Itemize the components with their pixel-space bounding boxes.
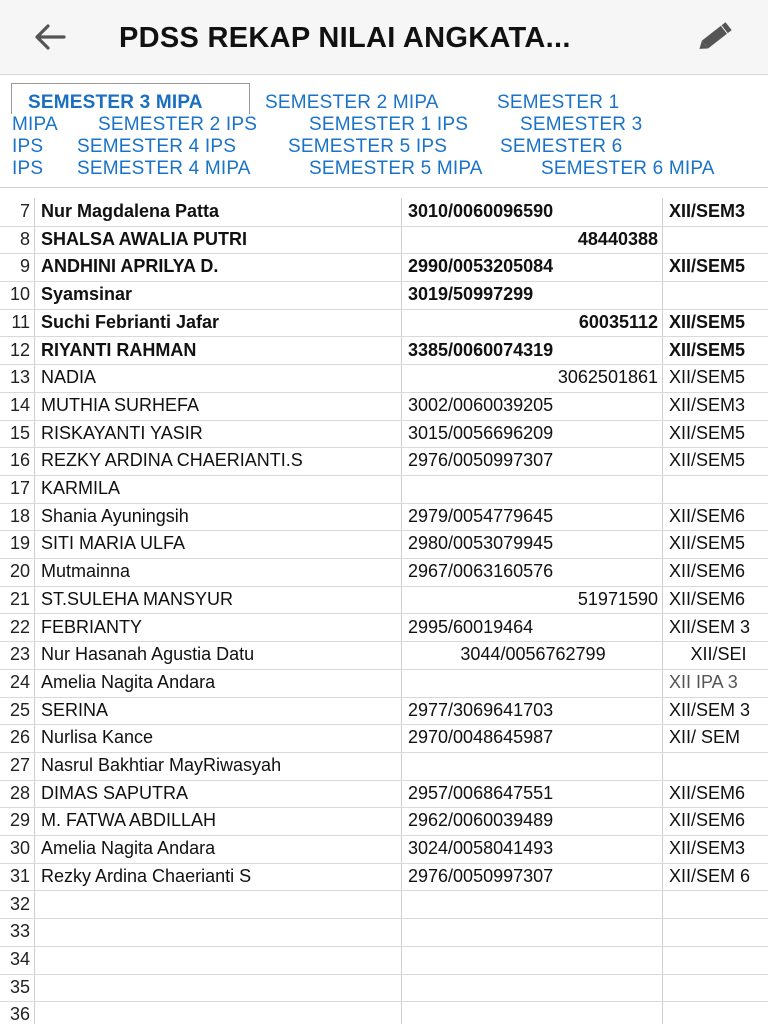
class-cell[interactable]: XII/SEM3 bbox=[669, 201, 746, 221]
table-row[interactable] bbox=[0, 641, 768, 670]
name-cell[interactable]: ANDHINI APRILYA D. bbox=[41, 256, 219, 277]
name-cell[interactable]: RIYANTI RAHMAN bbox=[41, 339, 197, 360]
tab-semester-6-mipa[interactable]: SEMESTER 6 MIPA bbox=[541, 158, 715, 179]
nis-cell[interactable]: 48440388 bbox=[577, 228, 658, 249]
table-row[interactable] bbox=[0, 447, 768, 476]
name-cell[interactable]: Amelia Nagita Andara bbox=[41, 838, 216, 859]
tab-semester-4-ips[interactable]: SEMESTER 4 IPS bbox=[77, 136, 237, 157]
row-number: 33 bbox=[9, 921, 30, 942]
nis-cell[interactable]: 2970/0048645987 bbox=[408, 727, 554, 748]
row-number: 13 bbox=[9, 367, 30, 388]
table-row[interactable] bbox=[0, 392, 768, 421]
name-cell[interactable]: KARMILA bbox=[41, 478, 121, 498]
name-cell[interactable]: Suchi Febrianti Jafar bbox=[41, 311, 220, 332]
row-number: 30 bbox=[9, 838, 30, 859]
name-cell[interactable]: Rezky Ardina Chaerianti S bbox=[41, 865, 252, 886]
name-cell[interactable]: Syamsinar bbox=[41, 284, 133, 305]
row-number: 36 bbox=[9, 1004, 30, 1024]
nis-cell[interactable]: 2977/3069641703 bbox=[408, 699, 554, 720]
nis-cell[interactable]: 2967/0063160576 bbox=[408, 561, 554, 582]
tab-semester-3-ips-cont[interactable]: IPS bbox=[12, 136, 44, 157]
class-cell[interactable]: XII/SEM 6 bbox=[669, 865, 751, 886]
nis-cell[interactable]: 2980/0053079945 bbox=[408, 533, 554, 554]
nis-cell[interactable]: 2962/0060039489 bbox=[408, 810, 554, 831]
name-cell[interactable]: Nurlisa Kance bbox=[41, 727, 154, 748]
row-number: 28 bbox=[9, 782, 30, 803]
table-row[interactable] bbox=[0, 253, 768, 282]
tab-semester-1-ips[interactable]: SEMESTER 1 IPS bbox=[309, 114, 469, 135]
name-cell[interactable]: SITI MARIA ULFA bbox=[41, 533, 186, 554]
name-cell[interactable]: Nasrul Bakhtiar MayRiwasyah bbox=[41, 755, 282, 775]
table-row[interactable] bbox=[0, 1001, 768, 1024]
tab-semester-2-mipa[interactable]: SEMESTER 2 MIPA bbox=[265, 92, 439, 113]
table-row[interactable] bbox=[0, 281, 768, 310]
row-number: 9 bbox=[19, 256, 30, 277]
row-number: 32 bbox=[9, 893, 30, 914]
name-cell[interactable]: FEBRIANTY bbox=[41, 616, 143, 637]
class-cell[interactable]: XII/SEM 3 bbox=[669, 616, 751, 637]
class-cell[interactable]: XII/SEM5 bbox=[669, 311, 746, 332]
table-row[interactable] bbox=[0, 835, 768, 864]
table-row[interactable] bbox=[0, 198, 768, 227]
nis-cell[interactable]: 2957/0068647551 bbox=[408, 782, 554, 803]
row-number: 8 bbox=[19, 228, 30, 249]
class-cell[interactable]: XII/SEM3 bbox=[669, 838, 746, 859]
class-cell[interactable]: XII/SEM3 bbox=[669, 394, 746, 415]
nis-cell[interactable]: 60035112 bbox=[578, 311, 658, 332]
back-button[interactable] bbox=[30, 19, 70, 55]
table-row[interactable] bbox=[0, 669, 768, 698]
class-cell[interactable]: XII/SEM5 bbox=[669, 339, 746, 360]
row-number: 23 bbox=[9, 644, 30, 665]
table-row[interactable] bbox=[0, 724, 768, 753]
pencil-icon bbox=[694, 16, 738, 56]
name-cell[interactable]: Shania Ayuningsih bbox=[41, 505, 189, 526]
row-number: 18 bbox=[9, 505, 30, 526]
table-row[interactable] bbox=[0, 891, 768, 920]
table-row[interactable] bbox=[0, 974, 768, 1003]
row-number: 35 bbox=[9, 976, 30, 997]
nis-cell[interactable]: 3062501861 bbox=[557, 367, 658, 388]
name-cell[interactable]: Amelia Nagita Andara bbox=[41, 671, 216, 692]
name-cell[interactable]: SHALSA AWALIA PUTRI bbox=[41, 228, 247, 249]
tab-semester-3-mipa[interactable]: SEMESTER 3 MIPA bbox=[28, 92, 203, 113]
nis-cell[interactable]: 2976/0050997307 bbox=[408, 450, 554, 471]
table-row[interactable] bbox=[0, 420, 768, 449]
row-number: 26 bbox=[9, 727, 30, 748]
class-cell[interactable]: XII IPA 3 bbox=[669, 671, 738, 692]
name-cell[interactable]: Mutmainna bbox=[41, 561, 131, 582]
tab-semester-2-ips[interactable]: SEMESTER 2 IPS bbox=[98, 114, 258, 135]
table-row[interactable] bbox=[0, 364, 768, 393]
class-cell[interactable]: XII/SEM6 bbox=[669, 505, 746, 526]
tab-semester-6-ips-cont[interactable]: IPS bbox=[12, 158, 44, 179]
table-row[interactable] bbox=[0, 558, 768, 587]
name-cell[interactable]: MUTHIA SURHEFA bbox=[41, 394, 200, 415]
row-number: 10 bbox=[9, 284, 30, 305]
table-row[interactable] bbox=[0, 530, 768, 559]
table-row[interactable] bbox=[0, 697, 768, 726]
arrow-left-icon bbox=[30, 19, 70, 55]
row-number: 12 bbox=[9, 339, 30, 360]
name-cell[interactable]: Nur Magdalena Patta bbox=[41, 201, 220, 221]
row-number: 11 bbox=[11, 311, 30, 332]
name-cell[interactable]: SERINA bbox=[41, 699, 109, 720]
table-row[interactable] bbox=[0, 780, 768, 809]
class-cell[interactable]: XII/SEM6 bbox=[669, 782, 746, 803]
row-number: 14 bbox=[9, 394, 30, 415]
row-number: 22 bbox=[9, 616, 30, 637]
table-row[interactable] bbox=[0, 503, 768, 532]
table-row[interactable] bbox=[0, 614, 768, 643]
edit-button[interactable] bbox=[694, 16, 738, 56]
table-row[interactable] bbox=[0, 309, 768, 338]
row-number: 34 bbox=[9, 948, 30, 969]
row-number: 29 bbox=[9, 810, 30, 831]
class-cell[interactable]: XII/SEM5 bbox=[669, 450, 746, 471]
class-cell[interactable]: XII/SEI bbox=[690, 644, 747, 665]
row-number: 20 bbox=[9, 561, 30, 582]
row-number: 15 bbox=[9, 422, 30, 443]
name-cell[interactable]: REZKY ARDINA CHAERIANTI.S bbox=[41, 450, 303, 471]
class-cell[interactable]: XII/SEM5 bbox=[669, 533, 746, 554]
tab-semester-3-ips[interactable]: SEMESTER 3 bbox=[520, 114, 643, 135]
row-number: 19 bbox=[9, 533, 30, 554]
table-row[interactable] bbox=[0, 226, 768, 255]
table-row[interactable] bbox=[0, 918, 768, 947]
spreadsheet-grid[interactable] bbox=[0, 198, 768, 1024]
row-number: 24 bbox=[9, 671, 30, 692]
page-title: PDSS REKAP NILAI ANGKATA... bbox=[119, 22, 571, 54]
tab-semester-5-ips[interactable]: SEMESTER 5 IPS bbox=[288, 136, 448, 157]
table-row[interactable] bbox=[0, 807, 768, 836]
class-cell[interactable]: XII/SEM5 bbox=[669, 422, 746, 443]
name-cell[interactable]: RISKAYANTI YASIR bbox=[41, 422, 203, 443]
class-cell[interactable]: XII/SEM6 bbox=[669, 810, 746, 831]
app-bar bbox=[0, 0, 768, 75]
class-cell[interactable]: XII/SEM5 bbox=[669, 367, 746, 388]
name-cell[interactable]: NADIA bbox=[41, 367, 97, 388]
table-row[interactable] bbox=[0, 475, 768, 504]
row-number: 17 bbox=[9, 478, 30, 498]
class-cell[interactable]: XII/SEM5 bbox=[669, 256, 746, 277]
nis-cell[interactable]: 2976/0050997307 bbox=[408, 865, 554, 886]
row-number: 21 bbox=[9, 588, 30, 609]
table-row[interactable] bbox=[0, 752, 768, 781]
tab-semester-1-mipa-cont[interactable]: MIPA bbox=[12, 114, 58, 135]
table-row[interactable] bbox=[0, 946, 768, 975]
name-cell[interactable]: ST.SULEHA MANSYUR bbox=[41, 588, 234, 609]
nis-cell[interactable]: 2990/0053205084 bbox=[408, 256, 554, 277]
table-row[interactable] bbox=[0, 337, 768, 366]
sheet-tabs bbox=[0, 75, 768, 188]
row-number: 16 bbox=[9, 450, 30, 471]
nis-cell[interactable]: 3010/0060096590 bbox=[408, 201, 554, 221]
row-number: 25 bbox=[9, 699, 30, 720]
class-cell[interactable]: XII/SEM6 bbox=[669, 588, 746, 609]
nis-cell[interactable]: 51971590 bbox=[577, 588, 658, 609]
nis-cell[interactable]: 2979/0054779645 bbox=[408, 505, 554, 526]
tab-semester-4-mipa[interactable]: SEMESTER 4 MIPA bbox=[77, 158, 251, 179]
class-cell[interactable]: XII/ SEM bbox=[669, 727, 741, 748]
nis-cell[interactable]: 3024/0058041493 bbox=[408, 838, 554, 859]
nis-cell[interactable]: 3002/0060039205 bbox=[408, 394, 554, 415]
name-cell[interactable]: Nur Hasanah Agustia Datu bbox=[41, 644, 255, 665]
row-number: 27 bbox=[9, 755, 30, 775]
name-cell[interactable]: DIMAS SAPUTRA bbox=[41, 782, 189, 803]
nis-cell[interactable]: 2995/60019464 bbox=[408, 616, 534, 637]
class-cell[interactable]: XII/SEM 3 bbox=[669, 699, 751, 720]
nis-cell[interactable]: 3019/50997299 bbox=[408, 284, 534, 305]
table-row[interactable] bbox=[0, 586, 768, 615]
tab-semester-5-mipa[interactable]: SEMESTER 5 MIPA bbox=[309, 158, 483, 179]
nis-cell[interactable]: 3015/0056696209 bbox=[408, 422, 554, 443]
tab-semester-6-ips[interactable]: SEMESTER 6 bbox=[500, 136, 623, 157]
table-row[interactable] bbox=[0, 863, 768, 892]
row-number: 7 bbox=[19, 201, 30, 221]
nis-cell[interactable]: 3044/0056762799 bbox=[460, 644, 606, 665]
tab-semester-1-mipa[interactable]: SEMESTER 1 bbox=[497, 92, 620, 113]
name-cell[interactable]: M. FATWA ABDILLAH bbox=[41, 810, 217, 831]
class-cell[interactable]: XII/SEM6 bbox=[669, 561, 746, 582]
row-number: 31 bbox=[9, 865, 30, 886]
nis-cell[interactable]: 3385/0060074319 bbox=[408, 339, 554, 360]
